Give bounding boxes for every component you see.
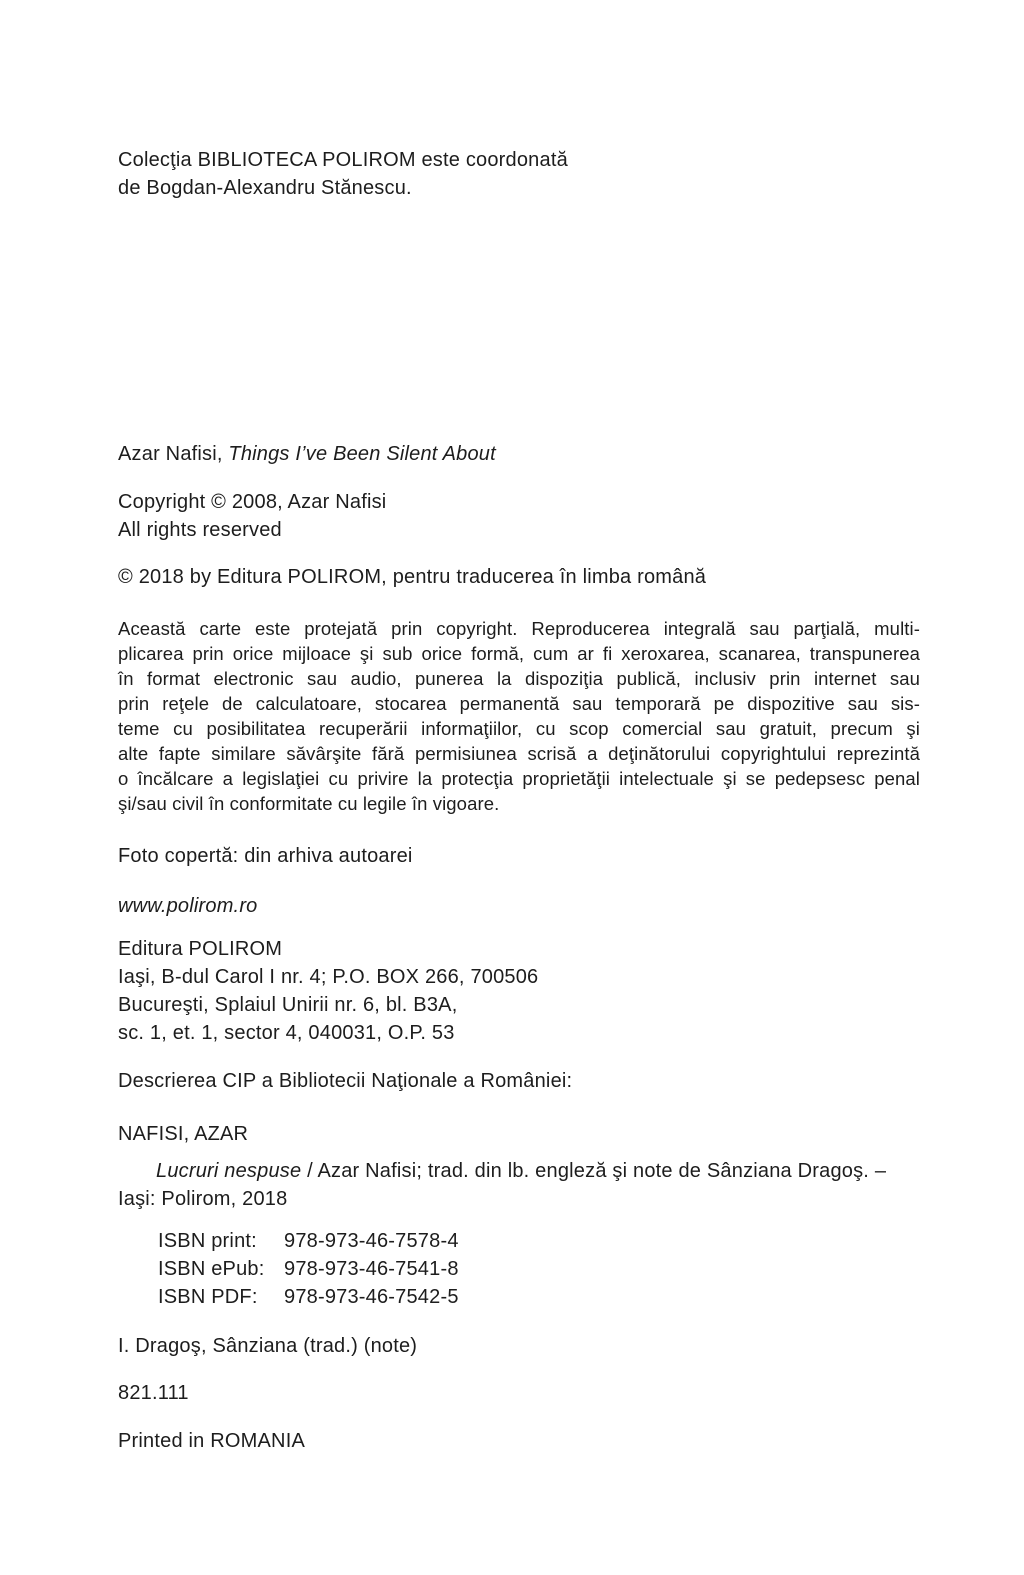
cip-title-rest: / Azar Nafisi; trad. din lb. engleză şi note de Sânziana Dragoş. –	[301, 1160, 887, 1182]
attribution-author: Azar Nafisi,	[118, 443, 229, 465]
isbn-epub-value: 978-973-46-7541-8	[284, 1258, 459, 1280]
isbn-print-value: 978-973-46-7578-4	[284, 1230, 459, 1252]
cip-title-entry	[118, 1157, 920, 1213]
isbn-print-label: ISBN print:	[158, 1230, 257, 1252]
publisher-address: Editura POLIROM Iaşi, B-dul Carol I nr. 4; P.O. BOX 266, 700506 Bucureşti, Splaiul Unirii nr. 6, bl. B3A, sc. 1, et. 1, sector 4, 040031, O.P. 53	[118, 938, 539, 1044]
isbn-row-pdf	[158, 1283, 920, 1311]
translation-copyright: © 2018 by Editura POLIROM, pentru traducerea în limba română	[118, 566, 707, 588]
collection-note: Colecţia BIBLIOTECA POLIROM este coordonată de Bogdan-Alexandru Stănescu.	[118, 149, 568, 199]
cip-title-italic: Lucruri nespuse	[156, 1160, 302, 1182]
cover-photo-credit: Foto copertă: din arhiva autoarei	[118, 845, 413, 867]
printed-in: Printed in ROMANIA	[118, 1430, 305, 1452]
isbn-list	[118, 1227, 920, 1311]
legal-notice: Această carte este protejată prin copyright. Reproducerea integrală sau parţială, multi- plicarea prin orice mijloace şi sub orice formă, cum ar fi xeroxarea, scanarea, transpunerea în format electronic sau audio, punerea la dispoziţia publică, inclusiv prin internet sau prin reţele de calculatoare, stocarea permanentă sau temporară pe dispozitive sau sis- teme cu posibilitatea recuperării informaţiilor, cu scop comercial sau gratuit, precum şi alte fapte similare săvârşite fără permisiunea scrisă a deţinătorului copyrightului reprezintă o încălcare a legislaţiei cu privire la protecţia proprietăţii intelectuale şi se pedepsesc penal	[118, 618, 920, 789]
translator-entry: I. Dragoş, Sânziana (trad.) (note)	[118, 1335, 418, 1357]
legal-notice-last-line: şi/sau civil în conformitate cu legile în vigoare.	[118, 793, 500, 814]
cip-heading: Descrierea CIP a Bibliotecii Naţionale a României:	[118, 1070, 573, 1092]
isbn-row-epub	[158, 1255, 920, 1283]
book-attribution	[118, 440, 920, 468]
cip-title-line1	[118, 1157, 920, 1185]
isbn-pdf-label: ISBN PDF:	[158, 1286, 258, 1308]
udc-number: 821.111	[118, 1382, 189, 1404]
cip-title-line2: Iaşi: Polirom, 2018	[118, 1188, 288, 1210]
publisher-website: www.polirom.ro	[118, 895, 258, 917]
attribution-original-title: Things I’ve Been Silent About	[228, 443, 496, 465]
isbn-pdf-value: 978-973-46-7542-5	[284, 1286, 459, 1308]
isbn-epub-label: ISBN ePub:	[158, 1258, 265, 1280]
cip-author: NAFISI, AZAR	[118, 1123, 249, 1145]
isbn-row-print	[158, 1227, 920, 1255]
copyright-notice: Copyright © 2008, Azar Nafisi All rights reserved	[118, 491, 387, 541]
